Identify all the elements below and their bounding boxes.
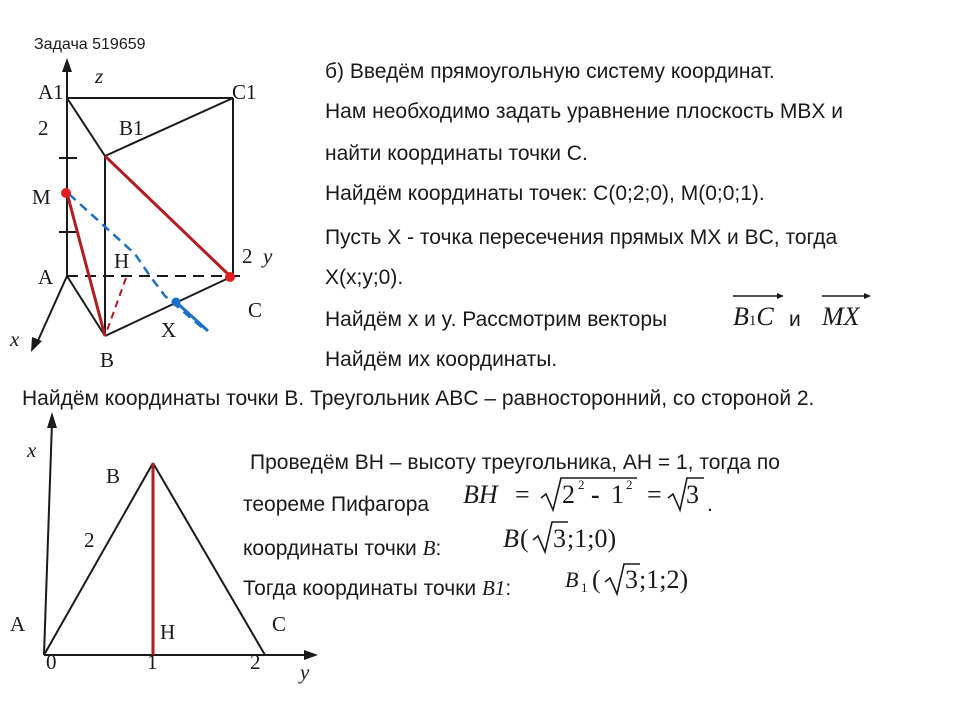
label-2d-zero: 0: [46, 650, 57, 674]
text-line-2: Нам необходимо задать уравнение плоскость MBX и: [325, 100, 843, 123]
vector-mx-arrowhead: [864, 293, 871, 299]
vector-b1c-arrowhead: [777, 293, 784, 299]
formula-eq-2: =: [647, 480, 662, 509]
x-axis-2d-arrowhead: [47, 412, 57, 428]
z-axis-arrowhead: [62, 58, 72, 72]
formula-base-2: 1: [611, 480, 624, 509]
formula-b-rest: ;1;0): [567, 524, 617, 553]
triangle-side-ab: [44, 463, 153, 655]
label-2d-h: H: [160, 620, 176, 644]
formula-bh-lhs: BH: [463, 480, 498, 509]
formula-b-open: (: [520, 524, 529, 553]
label-two-y: 2: [242, 244, 253, 268]
text-line-4: Найдём координаты точек: C(0;2;0), M(0;0;1).: [325, 182, 765, 205]
label-a: A: [38, 265, 54, 289]
formula-exp-2: 2: [626, 477, 633, 492]
y-axis-2d-arrowhead: [304, 650, 318, 660]
radical-1: [541, 478, 637, 510]
text2-line-2: теореме Пифагора: [243, 493, 430, 516]
point-m: [61, 188, 71, 198]
formula-exp-1: 2: [578, 477, 585, 492]
vector-b1c-sub: 1: [748, 313, 757, 329]
text-line-3: найти координаты точки C.: [325, 142, 588, 165]
radical-4: [605, 564, 640, 594]
red-line-m-b: [67, 193, 105, 336]
blue-line-x-extension: [176, 302, 208, 331]
text-line-1: б) Введём прямоугольную систему координат.: [325, 60, 775, 83]
point-c: [225, 272, 235, 282]
x-axis-arrowhead: [31, 337, 42, 352]
label-two-top: 2: [38, 116, 49, 140]
label-m: M: [32, 185, 51, 209]
label-2d-a: A: [10, 612, 26, 636]
text2-line-4-var: B1: [481, 576, 506, 600]
text-line-6: X(x;y;0).: [325, 266, 404, 289]
text2-line-2-end: .: [707, 493, 713, 516]
formula-minus: -: [591, 480, 600, 509]
vector-b1c-tail: C: [756, 302, 774, 331]
label-a1: A1: [38, 80, 64, 104]
vector-b1c-main: B: [733, 302, 749, 331]
label-h: H: [114, 249, 130, 273]
label-b: B: [100, 348, 115, 372]
label-2d-two-y: 2: [250, 650, 261, 674]
label-2d-c: C: [272, 612, 287, 636]
label-z: z: [95, 64, 104, 88]
radicals: [533, 478, 704, 594]
middle-line: Найдём координаты точки B. Треугольник ABC – равносторонний, со стороной 2.: [22, 387, 815, 410]
label-2d-x: x: [27, 438, 37, 462]
text-line-7-and: и: [789, 308, 801, 331]
label-x-point: X: [161, 318, 177, 342]
text2-line-4-label: Тогда координаты точки: [243, 577, 477, 600]
formula-eq-1: =: [515, 480, 530, 509]
formula-b1-rest: ;1;2): [639, 565, 689, 594]
formula-b1-sub: 1: [581, 580, 588, 595]
text2-line-3-label: координаты точки: [243, 537, 417, 560]
edge-a-b: [67, 276, 105, 336]
label-x-axis: x: [10, 327, 20, 351]
formula-base-1: 2: [562, 480, 575, 509]
label-2d-b: B: [106, 464, 121, 488]
edge-a1-b1: [67, 98, 105, 156]
label-y: y: [263, 244, 273, 268]
vector-mx: MX: [822, 302, 860, 331]
radical-3: [533, 522, 568, 552]
text2-line-3-colon: :: [435, 537, 442, 560]
vector-arrows: [733, 293, 871, 299]
label-c1: C1: [232, 80, 257, 104]
formula-b-root: 3: [553, 524, 566, 553]
label-c: C: [248, 298, 263, 322]
text2-line-3-var: B: [422, 536, 436, 560]
text-line-8: Найдём их координаты.: [325, 348, 558, 371]
formula-b1-root: 3: [625, 565, 638, 594]
label-2d-two-side: 2: [84, 528, 95, 552]
text-line-7: Найдём x и y. Рассмотрим векторы: [325, 308, 668, 331]
label-2d-y: y: [300, 660, 310, 684]
problem-title: Задача 519659: [34, 36, 146, 53]
formula-b-name: B: [503, 524, 519, 553]
formula-b1-open: (: [592, 565, 601, 594]
label-2d-one: 1: [147, 650, 158, 674]
label-b1: B1: [119, 116, 144, 140]
text-line-5: Пусть X - точка пересечения прямых MX и BC, тогда: [325, 226, 838, 249]
text2-line-1: Проведём BH – высоту треугольника, AH = 1, тогда по: [250, 451, 780, 474]
formula-rhs: 3: [686, 480, 699, 509]
radical-2: [668, 478, 704, 510]
x-axis-2d: [44, 422, 52, 655]
text2-line-4-colon: :: [505, 577, 512, 600]
formula-b1-name: B: [565, 567, 579, 592]
point-x: [172, 298, 181, 307]
